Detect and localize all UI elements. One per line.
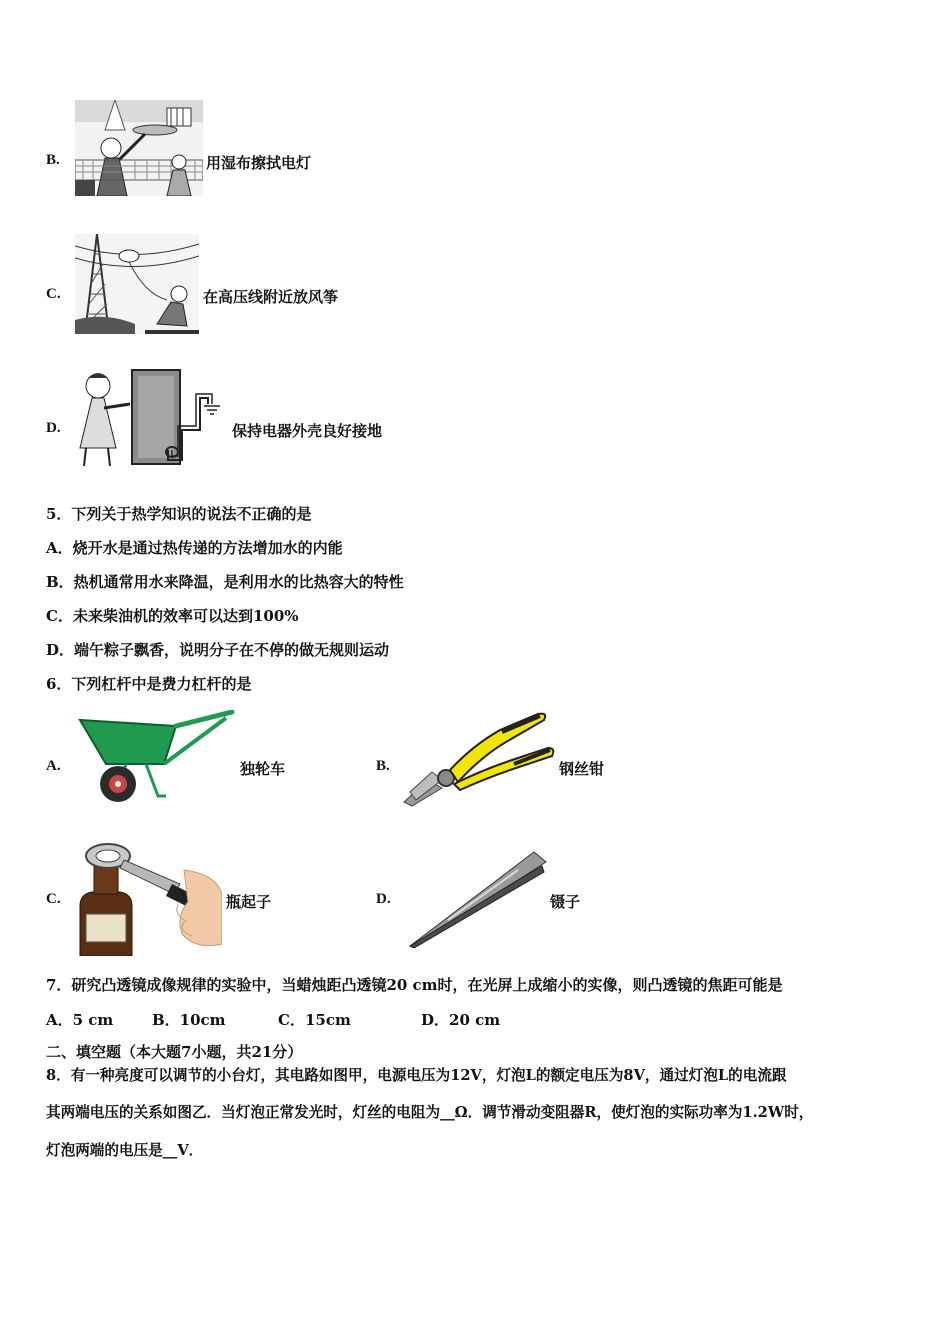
kite-high-voltage-illustration xyxy=(75,234,199,334)
q5-option-a: A．烧开水是通过热传递的方法增加水的内能 xyxy=(46,539,343,557)
q6-option-a-letter: A. xyxy=(46,758,61,774)
q4-option-d-caption: 保持电器外壳良好接地 xyxy=(232,422,383,440)
q5-option-d: D．端午粽子飘香，说明分子在不停的做无规则运动 xyxy=(46,641,390,659)
q8-line-3: 灯泡两端的电压是__V． xyxy=(46,1142,204,1159)
q4-option-b-caption: 用湿布擦拭电灯 xyxy=(206,154,312,172)
tweezers-illustration xyxy=(408,850,548,948)
q8-line-1: 8．有一种亮度可以调节的小台灯，其电路如图甲，电源电压为12V，灯泡L的额定电压为8V，通过灯泡L的电流跟 xyxy=(46,1067,787,1084)
q6-option-c-letter: C. xyxy=(46,891,61,907)
q7-option-a: A．5 cm xyxy=(46,1011,114,1029)
q5-option-c: C．未来柴油机的效率可以达到100% xyxy=(46,607,299,625)
q4-option-b-letter: B. xyxy=(46,152,60,168)
q6-option-d-caption: 镊子 xyxy=(550,893,581,911)
pliers-illustration xyxy=(402,708,556,808)
q6-option-b-letter: B. xyxy=(376,758,390,774)
q6-option-b-caption: 钢丝钳 xyxy=(559,760,605,778)
q7-option-c: C．15cm xyxy=(278,1011,351,1029)
q4-option-d-letter: D. xyxy=(46,420,61,436)
q8-line-2: 其两端电压的关系如图乙．当灯泡正常发光时，灯丝的电阻为__Ω．调节滑动变阻器R，使灯泡的实际功率为1.2W时， xyxy=(46,1104,814,1121)
q4-option-c-letter: C. xyxy=(46,286,61,302)
wheelbarrow-illustration xyxy=(76,710,236,804)
bottle-opener-illustration xyxy=(76,840,222,956)
q7-option-d: D．20 cm xyxy=(421,1011,501,1029)
q7-option-b: B．10cm xyxy=(152,1011,226,1029)
grounded-appliance-illustration xyxy=(74,368,230,468)
q5-stem: 5．下列关于热学知识的说法不正确的是 xyxy=(46,505,312,523)
q6-stem: 6．下列杠杆中是费力杠杆的是 xyxy=(46,675,252,693)
wiping-lamp-illustration xyxy=(75,100,203,196)
q6-option-d-letter: D. xyxy=(376,891,391,907)
q6-option-c-caption: 瓶起子 xyxy=(226,893,272,911)
q4-option-c-caption: 在高压线附近放风筝 xyxy=(203,288,339,306)
q6-option-a-caption: 独轮车 xyxy=(240,760,286,778)
q5-option-b: B．热机通常用水来降温，是利用水的比热容大的特性 xyxy=(46,573,404,591)
q7-stem: 7．研究凸透镜成像规律的实验中，当蜡烛距凸透镜20 cm时，在光屏上成缩小的实像，则凸透镜的焦距可能是 xyxy=(46,976,783,994)
section-title: 二、填空题（本大题7小题，共21分） xyxy=(46,1043,303,1061)
